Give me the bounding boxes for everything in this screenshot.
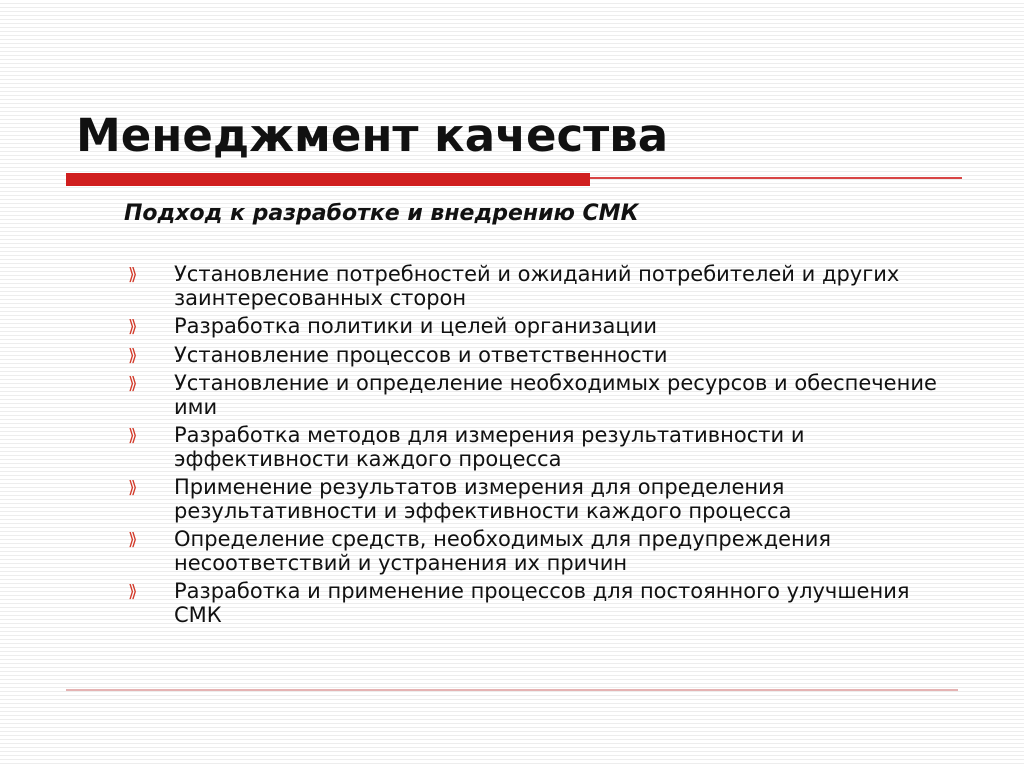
title-underline-thin (590, 177, 962, 179)
list-item (124, 580, 944, 627)
chevron-right-icon: ⟫ (128, 582, 138, 602)
list-item-text: Установление процессов и ответственности (174, 342, 668, 367)
slide-subtitle: Подход к разработке и внедрению СМК (124, 201, 639, 226)
list-item (124, 344, 944, 368)
chevron-right-icon: ⟫ (128, 478, 138, 498)
chevron-right-icon: ⟫ (128, 317, 138, 337)
list-item-text: Разработка и применение процессов для постоянного улучшения СМК (174, 579, 910, 627)
chevron-right-icon: ⟫ (128, 345, 138, 366)
list-item-text: Определение средств, необходимых для предупреждения несоответствий и устранения их причин (174, 527, 832, 575)
list-item-text: Установление и определение необходимых ресурсов и обеспечение ими (174, 371, 937, 419)
list-item (124, 263, 944, 310)
footer-divider (66, 689, 958, 691)
list-item-text: Разработка методов для измерения результативности и эффективности каждого процесса (174, 423, 805, 471)
list-item (124, 424, 944, 471)
chevron-right-icon: ⟫ (128, 530, 138, 550)
chevron-right-icon: ⟫ (128, 374, 138, 394)
title-underline-thick (66, 173, 590, 186)
list-item (124, 528, 944, 575)
bullet-list (124, 263, 944, 632)
slide-title: Менеджмент качества (76, 109, 669, 162)
list-item (124, 315, 944, 339)
list-item-text: Разработка политики и целей организации (174, 314, 657, 338)
chevron-right-icon: ⟫ (128, 265, 138, 285)
list-item-text: Применение результатов измерения для определения результативности и эффективности каждого процесса (174, 475, 792, 523)
chevron-right-icon: ⟫ (128, 426, 138, 446)
list-item (124, 372, 944, 419)
list-item (124, 476, 944, 523)
list-item-text: Установление потребностей и ожиданий потребителей и других заинтересованных сторон (174, 262, 900, 310)
